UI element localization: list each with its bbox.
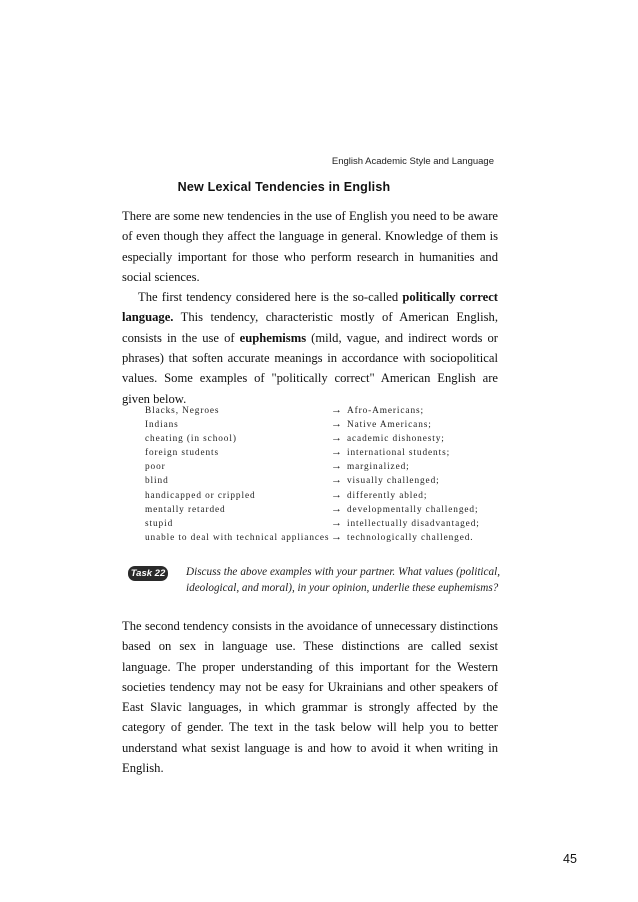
example-row — [145, 460, 505, 474]
example-row — [145, 474, 505, 488]
right-arrow-icon: → — [331, 432, 342, 445]
example-original: mentally retarded — [145, 504, 226, 515]
right-arrow-icon: → — [331, 418, 342, 431]
example-row — [145, 489, 505, 503]
paragraph-2-part-3: (mild, vague, and indirect words or phrases) that soften accurate meanings in accordance with sociopolitical values. Some examples of "politically correct" American English are given below. — [122, 330, 499, 406]
example-row — [145, 517, 505, 531]
section-title — [0, 180, 638, 194]
task-badge: Task 22 — [128, 566, 168, 581]
sexist-language-text — [122, 616, 498, 778]
right-arrow-icon: → — [331, 460, 342, 473]
example-original: unable to deal with technical appliances — [145, 532, 330, 543]
term-euphemisms: euphemisms — [239, 330, 307, 345]
right-arrow-icon: → — [331, 488, 342, 501]
example-row — [145, 531, 505, 545]
section-title-text: New Lexical Tendencies in English — [177, 180, 391, 194]
task-instructions: Discuss the above examples with your partner. What values (political, ideological, and moral), in your opinion, underlie these euphemisms? — [186, 566, 500, 594]
example-replacement: intellectually disadvantaged; — [347, 518, 480, 529]
example-replacement: visually challenged; — [347, 476, 440, 487]
example-original: foreign students — [145, 448, 220, 459]
right-arrow-icon: → — [331, 502, 342, 515]
running-header: English Academic Style and Language — [331, 156, 494, 167]
example-original: stupid — [145, 518, 174, 529]
example-original: blind — [145, 476, 169, 487]
paragraph-2-part-2: This tendency, characteristic mostly of American English, consists in the use of — [122, 310, 498, 345]
paragraph-2-part-1: The first tendency considered here is the so-called — [138, 290, 403, 305]
example-row — [145, 503, 505, 517]
example-original: Indians — [145, 420, 179, 431]
term-politically-correct: politically correct language. — [122, 290, 498, 325]
example-original: handicapped or crippled — [145, 490, 256, 501]
euphemism-examples-list — [145, 404, 505, 545]
intro-text — [122, 206, 498, 409]
example-original: Blacks, Negroes — [145, 406, 220, 416]
example-replacement: academic dishonesty; — [347, 434, 445, 445]
page-number: 45 — [563, 852, 577, 866]
example-row — [145, 432, 505, 446]
example-replacement: marginalized; — [347, 462, 410, 473]
example-replacement: differently abled; — [347, 490, 428, 501]
example-replacement: international students; — [347, 448, 451, 459]
right-arrow-icon: → — [331, 446, 342, 459]
example-original: poor — [145, 462, 166, 473]
example-row — [145, 404, 505, 418]
example-replacement: Native Americans; — [347, 420, 432, 431]
example-original: cheating (in school) — [145, 434, 237, 445]
example-row — [145, 418, 505, 432]
right-arrow-icon: → — [331, 530, 342, 543]
paragraph-1: There are some new tendencies in the use of English you need to be aware of even though they affect the language in general. Knowledge of them is especially important for those who perform research in humanities and social sciences. — [122, 209, 498, 284]
example-replacement: developmentally challenged; — [347, 504, 479, 515]
example-replacement: Afro-Americans; — [347, 406, 425, 416]
paragraph-3: The second tendency consists in the avoidance of unnecessary distinctions based on sex in language use. These distinctions are called sexist language. The proper understanding of this important for the Western societies tendency may not be easy for Ukrainians and other speakers of East Slavic languages, in which grammar is strongly affected by the category of gender. The text in the task below will help you to better understand what sexist language is and how to avoid it when writing in English. — [122, 619, 498, 776]
right-arrow-icon: → — [331, 474, 342, 487]
example-replacement: technologically challenged. — [347, 532, 474, 543]
right-arrow-icon: → — [331, 516, 342, 529]
right-arrow-icon: → — [331, 404, 342, 416]
example-row — [145, 446, 505, 460]
paragraph-2 — [122, 287, 498, 409]
